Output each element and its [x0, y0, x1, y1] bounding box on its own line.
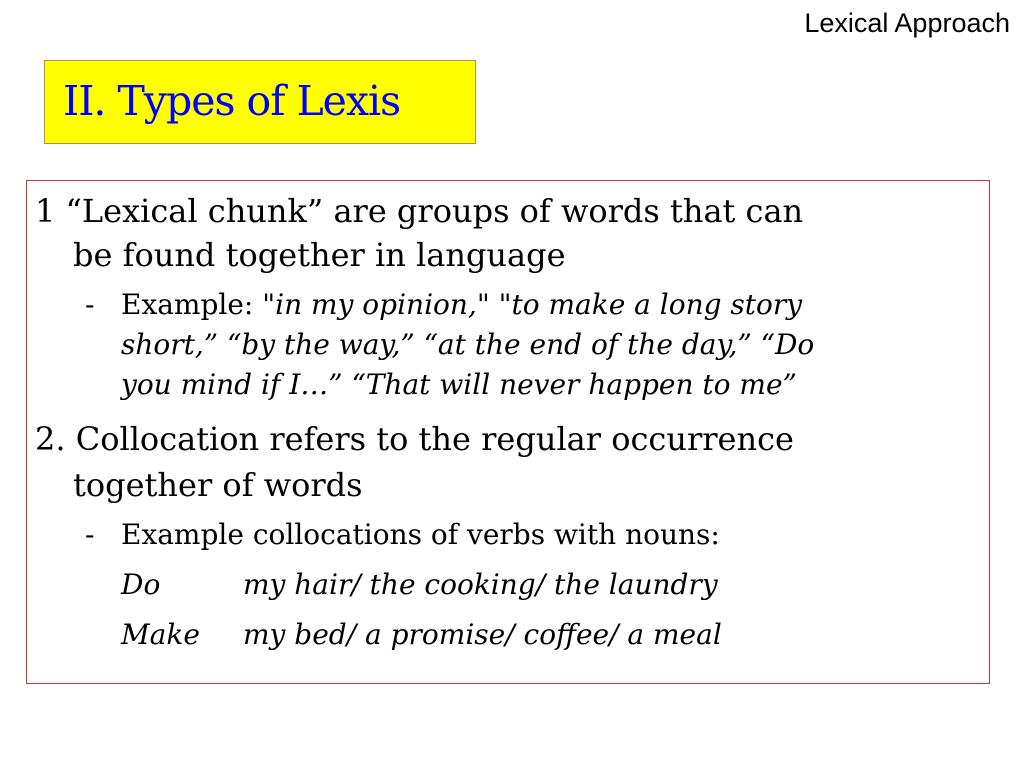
- collocation-verb-make: Make: [121, 618, 200, 651]
- section2-dash: -: [85, 518, 95, 551]
- section1-dash: -: [85, 288, 95, 321]
- section2-rest: refers to the regular occurrence: [259, 420, 794, 458]
- header-label: Lexical Approach: [804, 8, 1010, 38]
- section2-number: 2.: [35, 420, 76, 458]
- collocation-objects-do: my hair/ the cooking/ the laundry: [243, 568, 718, 601]
- section2-term: Collocation: [75, 420, 260, 458]
- collocation-objects-make: my bed/ a promise/ coffee/ a meal: [243, 618, 722, 651]
- collocation-verb-do: Do: [121, 568, 161, 601]
- section1-example-text: "in my opinion," "to make a long story: [262, 288, 803, 321]
- section1-example-line3: you mind if I…” “That will never happen to me”: [121, 368, 797, 401]
- section1-example-line2: short,” “by the way,” “at the end of the day,” “Do: [121, 328, 815, 361]
- section1-example-label: Example:: [121, 288, 263, 321]
- content-box: [26, 180, 990, 684]
- section1-example-line1: [121, 287, 802, 323]
- section1-term: Lexical chunk: [81, 192, 307, 230]
- slide-title: II. Types of Lexis: [63, 77, 401, 125]
- section2-line1: [35, 419, 794, 459]
- section2-line2: together of words: [73, 466, 363, 504]
- title-box: [44, 60, 476, 144]
- section2-example-label: Example collocations of verbs with nouns:: [121, 518, 720, 551]
- section1-rest: ” are groups of words that can: [306, 192, 804, 230]
- section1-number: 1 “: [35, 192, 82, 230]
- section1-line2: be found together in language: [73, 236, 566, 274]
- section1-line1: [35, 191, 803, 231]
